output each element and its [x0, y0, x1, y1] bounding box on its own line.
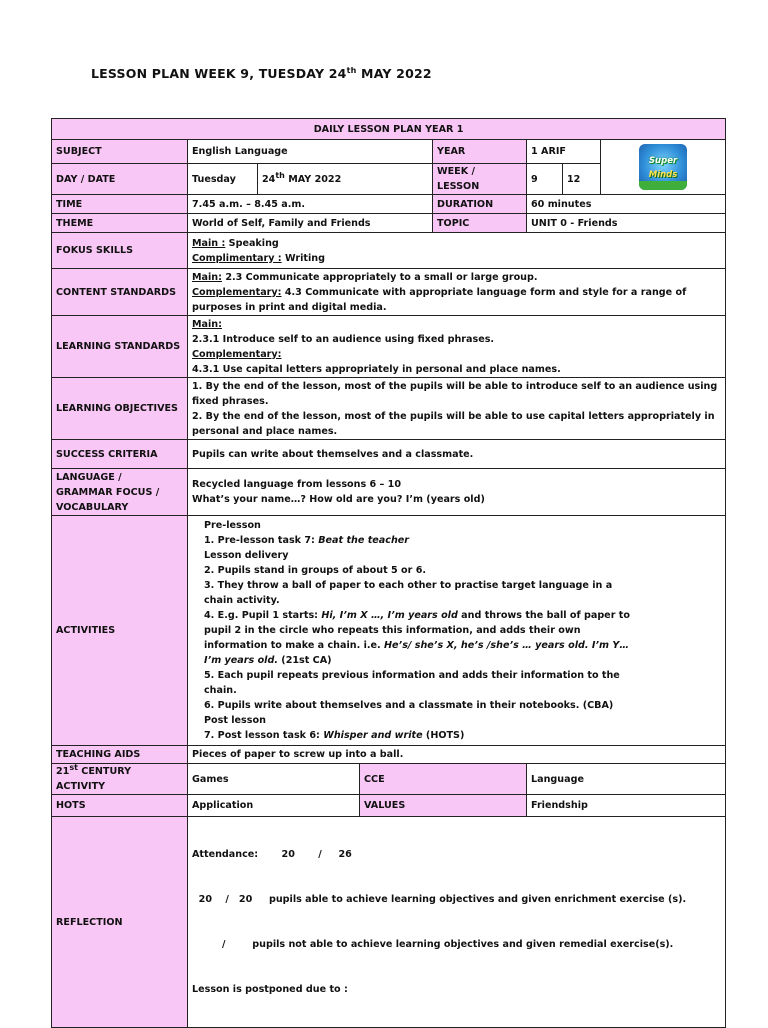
row-learning-objectives	[52, 378, 726, 440]
time-value: 7.45 a.m. – 8.45 a.m.	[188, 195, 433, 214]
reflection-label: REFLECTION	[52, 817, 188, 1028]
activities-label: ACTIVITIES	[52, 516, 188, 746]
topic-value: UNIT 0 - Friends	[527, 214, 726, 233]
cce-value: Language	[527, 764, 726, 795]
day-date-label: DAY / DATE	[52, 164, 188, 195]
week-lesson-label: WEEK / LESSON	[433, 164, 527, 195]
cce-label: CCE	[360, 764, 527, 795]
language-label: LANGUAGE / GRAMMAR FOCUS / VOCABULARY	[52, 469, 188, 516]
theme-value: World of Self, Family and Friends	[188, 214, 433, 233]
content-standards-label: CONTENT STANDARDS	[52, 269, 188, 316]
teaching-aids-value: Pieces of paper to screw up into a ball.	[188, 746, 726, 764]
hots-value: Application	[188, 795, 360, 817]
row-reflection	[52, 817, 726, 1028]
activities-value: Pre-lesson 1. Pre-lesson task 7: Beat the teacher Lesson delivery 2. Pupils stand in groups of about 5 or 6. 3. They throw a ball of paper to each other to practise target language in a chain activity. 4. E.g. Pupil 1 starts: Hi, I’m X …, I’m years old and throws the ball of paper to pupil 2 in the circle who repeats this information, and adds their own information to make a chain. i.e. He’s/ she’s X, he’s /she’s … years old. I’m Y… I’m years old. (21st CA) 5. Each pupil repeats previous information and adds their information to the chain. 6. Pupils write about themselves and a classmate in their notebooks. (CBA) Post lesson 7. Post lesson task 6: Whisper and write (HOTS)	[188, 516, 726, 746]
learning-objectives-value: 1. By the end of the lesson, most of the pupils will be able to introduce self to an audience using fixed phrases. 2. By the end of the lesson, most of the pupils will be able to use capital letters appropriately in personal and place names.	[188, 378, 726, 440]
year-label: YEAR	[433, 140, 527, 164]
21st-century-value: Games	[188, 764, 360, 795]
row-success-criteria	[52, 440, 726, 469]
table-header: DAILY LESSON PLAN YEAR 1	[52, 119, 726, 140]
success-criteria-label: SUCCESS CRITERIA	[52, 440, 188, 469]
row-teaching-aids	[52, 746, 726, 764]
subject-value: English Language	[188, 140, 433, 164]
values-value: Friendship	[527, 795, 726, 817]
theme-label: THEME	[52, 214, 188, 233]
week-value: 9	[527, 164, 563, 195]
reflection-value: Attendance: 20 / 26 20 / 20 pupils able to achieve learning objectives and given enrichment exercise (s). / pupils not able to achieve learning objectives and given remedial exercise(s). Lesson is postponed due to :	[188, 817, 726, 1028]
year-value: 1 ARIF	[527, 140, 601, 164]
fokus-skills-label: FOKUS SKILLS	[52, 233, 188, 269]
row-language	[52, 469, 726, 516]
duration-label: DURATION	[433, 195, 527, 214]
fokus-skills-value: Main : Speaking Complimentary : Writing	[188, 233, 726, 269]
learning-standards-label: LEARNING STANDARDS	[52, 316, 188, 378]
time-label: TIME	[52, 195, 188, 214]
content-standards-value: Main: 2.3 Communicate appropriately to a small or large group. Complementary: 4.3 Communicate with appropriate language form and style for a range of purposes in print and digital media.	[188, 269, 726, 316]
learning-standards-value: Main: 2.3.1 Introduce self to an audience using fixed phrases. Complementary: 4.3.1 Use capital letters appropriately in personal and place names.	[188, 316, 726, 378]
super-minds-logo: Super Minds	[639, 144, 687, 190]
row-learning-standards	[52, 316, 726, 378]
row-time	[52, 195, 726, 214]
lesson-value: 12	[563, 164, 601, 195]
topic-label: TOPIC	[433, 214, 527, 233]
learning-objectives-label: LEARNING OBJECTIVES	[52, 378, 188, 440]
row-content-standards	[52, 269, 726, 316]
day-value: Tuesday	[188, 164, 258, 195]
21st-century-label: 21st CENTURY ACTIVITY	[52, 764, 188, 795]
row-21st-century	[52, 764, 726, 795]
values-label: VALUES	[360, 795, 527, 817]
page-title: LESSON PLAN WEEK 9, TUESDAY 24th MAY 2022	[91, 65, 432, 81]
subject-label: SUBJECT	[52, 140, 188, 164]
row-subject	[52, 140, 726, 164]
row-hots	[52, 795, 726, 817]
row-fokus-skills	[52, 233, 726, 269]
row-theme	[52, 214, 726, 233]
teaching-aids-label: TEACHING AIDS	[52, 746, 188, 764]
language-value: Recycled language from lessons 6 – 10 What’s your name…? How old are you? I’m (years old)	[188, 469, 726, 516]
logo-cell	[601, 140, 726, 195]
date-value: 24th MAY 2022	[258, 164, 433, 195]
lesson-plan-table	[51, 118, 726, 1028]
row-activities	[52, 516, 726, 746]
duration-value: 60 minutes	[527, 195, 726, 214]
success-criteria-value: Pupils can write about themselves and a classmate.	[188, 440, 726, 469]
hots-label: HOTS	[52, 795, 188, 817]
